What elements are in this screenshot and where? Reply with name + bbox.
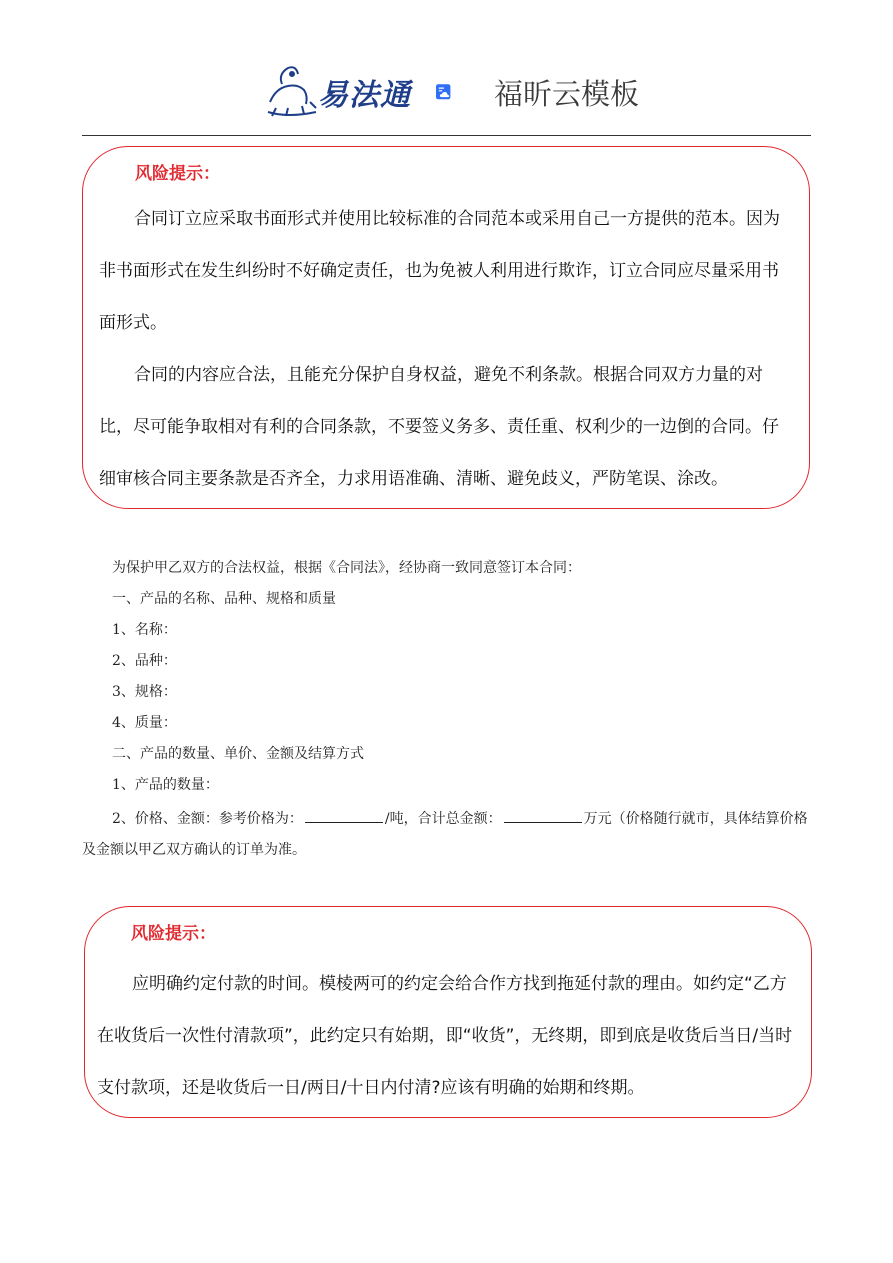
- contract-item-price: [82, 804, 812, 866]
- header-divider: [82, 135, 811, 136]
- price-blank[interactable]: [305, 810, 383, 823]
- contract-item: 1、产品的数量：: [112, 777, 219, 793]
- risk-notice-paragraph: 合同订立应采取书面形式并使用比较标准的合同范本或采用自己一方提供的范本。因为非书面形式在发生纠纷时不好确定责任，也为免被人利用进行欺诈，订立合同应尽量采用书面形式。: [99, 209, 780, 333]
- contract-item: 3、规格：: [112, 684, 177, 700]
- risk-notice-paragraph: 应明确约定付款的时间。模棱两可的约定会给合作方找到拖延付款的理由。如约定“乙方在收货后一次性付清款项”，此约定只有始期，即“收货”，无终期，即到底是收货后当日/当时支付款项，还是收货后一日/两日/十日内付清?应该有明确的始期和终期。: [97, 974, 793, 1098]
- page-header: [0, 56, 893, 126]
- total-label: /吨，合计总金额：: [384, 811, 502, 827]
- contract-body: [82, 556, 812, 866]
- risk-notice-box: [84, 906, 812, 1118]
- section-heading: 二、产品的数量、单价、金额及结算方式: [112, 746, 364, 762]
- price-label: 2、价格、金额：参考价格为：: [112, 811, 303, 827]
- risk-notice-box: [82, 146, 810, 509]
- total-blank[interactable]: [504, 810, 582, 823]
- risk-notice-title: 风险提示：: [135, 164, 220, 184]
- contract-intro: 为保护甲乙双方的合法权益，根据《合同法》，经协商一致同意签订本合同：: [112, 560, 581, 576]
- risk-notice-paragraph: 合同的内容应合法，且能充分保护自身权益，避免不利条款。根据合同双方力量的对比，尽可能争取相对有利的合同条款，不要签义务多、责任重、权利少的一边倒的合同。仔细审核合同主要条款是否齐全，力求用语准确、清晰、避免歧义，严防笔误、涂改。: [99, 365, 779, 489]
- price-note: 万元（价格随行就市，具体结算价格及金额以甲乙双方确认的订单为准。: [82, 811, 808, 858]
- risk-notice-title: 风险提示：: [131, 924, 216, 944]
- contract-item: 2、品种：: [112, 653, 177, 669]
- fuxin-logo-text: 福昕云模板: [494, 77, 640, 111]
- contract-item: 4、质量：: [112, 715, 177, 731]
- contract-item: 1、名称：: [112, 622, 177, 638]
- fuxin-cloud-logo-icon: [436, 66, 496, 118]
- section-heading: 一、产品的名称、品种、规格和质量: [112, 591, 336, 607]
- yifatong-logo-text: 易法通: [318, 78, 411, 113]
